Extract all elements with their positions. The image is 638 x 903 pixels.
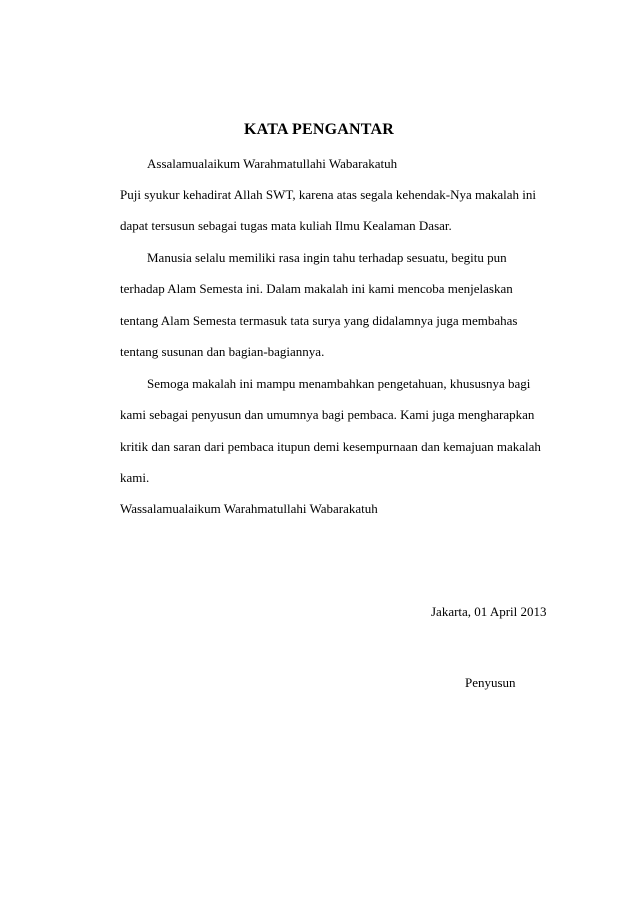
paragraph-line: Semoga makalah ini mampu menambahkan pengetahuan, khususnya bagi (147, 376, 531, 391)
signatory: Penyusun (465, 675, 516, 690)
paragraph-line: Puji syukur kehadirat Allah SWT, karena atas segala kehendak-Nya makalah ini (120, 187, 536, 202)
paragraph-line: kami sebagai penyusun dan umumnya bagi pembaca. Kami juga mengharapkan (120, 407, 535, 422)
paragraph-line: kami. (120, 470, 150, 485)
closing-text: Wassalamualaikum Warahmatullahi Wabarakatuh (120, 501, 378, 516)
paragraph-line: tentang Alam Semesta termasuk tata surya yang didalamnya juga membahas (120, 313, 518, 328)
paragraph-line: terhadap Alam Semesta ini. Dalam makalah ini kami mencoba menjelaskan (120, 281, 513, 296)
place-date: Jakarta, 01 April 2013 (431, 604, 547, 619)
page-title: KATA PENGANTAR (244, 121, 394, 138)
paragraph-line: kritik dan saran dari pembaca itupun demi kesempurnaan dan kemajuan makalah (120, 439, 541, 454)
paragraph-line: tentang susunan dan bagian-bagiannya. (120, 344, 325, 359)
paragraph-line: Manusia selalu memiliki rasa ingin tahu terhadap sesuatu, begitu pun (147, 250, 507, 265)
paragraph-line: dapat tersusun sebagai tugas mata kuliah Ilmu Kealaman Dasar. (120, 218, 452, 233)
greeting-text: Assalamualaikum Warahmatullahi Wabarakatuh (147, 156, 398, 171)
